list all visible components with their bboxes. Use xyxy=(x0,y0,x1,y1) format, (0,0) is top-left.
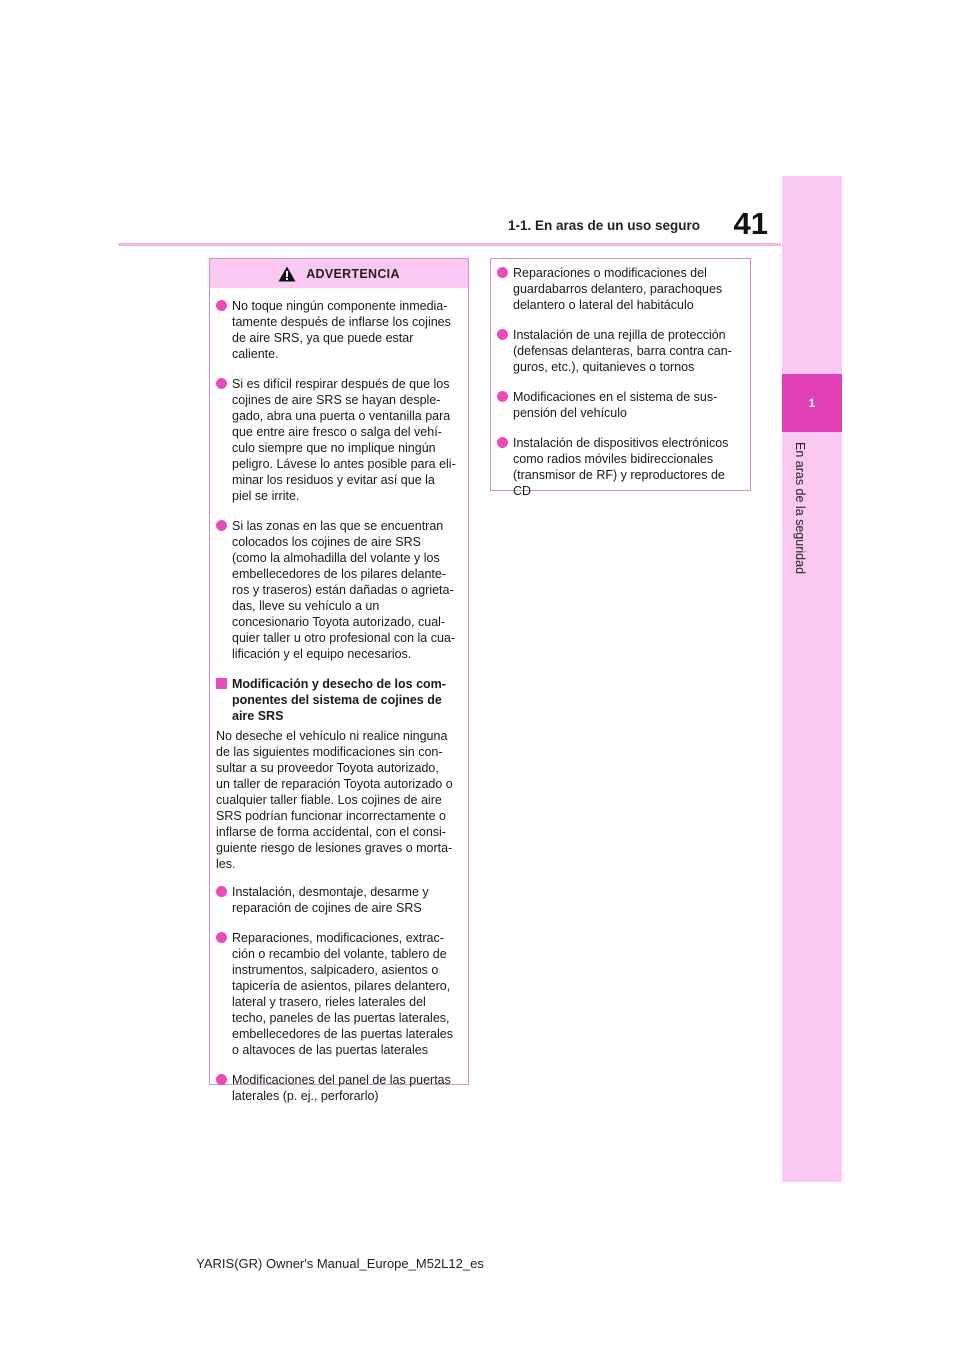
bullet-dot-icon xyxy=(216,520,227,531)
text-line: cojines de aire SRS se hayan desple- xyxy=(232,393,441,407)
text-line: (defensas delanteras, barra contra can- xyxy=(513,344,732,358)
bullet-dot-icon xyxy=(497,329,508,340)
text-line: No toque ningún componente inmedia- xyxy=(232,299,448,313)
text-line: laterales (p. ej., perforarlo) xyxy=(232,1089,379,1103)
text-line: piel se irrite. xyxy=(232,489,300,503)
text-line: guiente riesgo de lesiones graves o morta- xyxy=(216,841,453,855)
text-line: embellecedores de las puertas laterales xyxy=(232,1027,453,1041)
chapter-label: En aras de la seguridad xyxy=(793,442,807,575)
warning-body-left xyxy=(210,288,468,1124)
bullet-item xyxy=(216,884,460,916)
text-line: lateral y trasero, rieles laterales del xyxy=(232,995,426,1009)
paragraph xyxy=(216,728,460,872)
text-line: Si es difícil respirar después de que los xyxy=(232,377,450,391)
bullet-dot-icon xyxy=(497,391,508,402)
text-line: guardabarros delantero, parachoques xyxy=(513,282,723,296)
bullet-dot-icon xyxy=(497,437,508,448)
subheading-text xyxy=(232,676,460,724)
text-line: (transmisor de RF) y reproductores de xyxy=(513,468,725,482)
chapter-number: 1 xyxy=(782,374,842,432)
bullet-item xyxy=(497,435,742,499)
bullet-list-top xyxy=(216,298,460,662)
text-line: ción o recambio del volante, tablero de xyxy=(232,947,447,961)
footer: YARIS(GR) Owner's Manual_Europe_M52L12_es xyxy=(196,1256,484,1271)
text-line: un taller de reparación Toyota autorizado o xyxy=(216,777,453,791)
bullet-item xyxy=(216,298,460,362)
text-line: tamente después de inflarse los cojines xyxy=(232,315,451,329)
text-line: Modificaciones del panel de las puertas xyxy=(232,1073,451,1087)
header-rule xyxy=(118,243,781,246)
text-line: de las siguientes modificaciones sin con- xyxy=(216,745,443,759)
text-line: Reparaciones o modificaciones del xyxy=(513,266,707,280)
bullet-item xyxy=(216,518,460,662)
text-line: No deseche el vehículo ni realice ninguna xyxy=(216,729,448,743)
text-line: guros, etc.), quitanieves o tornos xyxy=(513,360,695,374)
warning-header xyxy=(210,259,468,288)
text-line: o altavoces de las puertas laterales xyxy=(232,1043,428,1057)
bullet-dot-icon xyxy=(216,1074,227,1085)
bullet-dot-icon xyxy=(497,267,508,278)
text-line: Instalación de una rejilla de protección xyxy=(513,328,726,342)
text-line: que entre aire fresco o salga del vehí- xyxy=(232,425,442,439)
text-line: colocados los cojines de aire SRS xyxy=(232,535,421,549)
warning-box-right xyxy=(490,258,751,498)
bullet-item xyxy=(216,376,460,504)
text-line: tapicería de asientos, pilares delantero, xyxy=(232,979,451,993)
text-line: aire SRS xyxy=(232,709,284,723)
warning-triangle-icon xyxy=(278,266,296,282)
text-line: inflarse de forma accidental, con el consi- xyxy=(216,825,446,839)
text-line: (como la almohadilla del volante y los xyxy=(232,551,440,565)
text-line: delantero o lateral del habitáculo xyxy=(513,298,694,312)
text-line: ros y traseros) están dañadas o agrieta- xyxy=(232,583,454,597)
text-line: peligro. Lávese lo antes posible para eli- xyxy=(232,457,456,471)
text-line: techo, paneles de las puertas laterales, xyxy=(232,1011,450,1025)
bullet-item xyxy=(216,1072,460,1104)
text-line: ponentes del sistema de cojines de xyxy=(232,693,442,707)
text-line: culo siempre que no implique ningún xyxy=(232,441,436,455)
text-line: sultar a su proveedor Toyota autorizado, xyxy=(216,761,439,775)
text-line: Modificación y desecho de los com- xyxy=(232,677,446,691)
text-line: minar los residuos y evitar así que la xyxy=(232,473,435,487)
chapter-tab xyxy=(782,176,842,1182)
text-line: das, lleve su vehículo a un xyxy=(232,599,380,613)
text-line: concesionario Toyota autorizado, cual- xyxy=(232,615,446,629)
text-line: Instalación, desmontaje, desarme y xyxy=(232,885,429,899)
text-line: Reparaciones, modificaciones, extrac- xyxy=(232,931,444,945)
text-line: de aire SRS, ya que puede estar xyxy=(232,331,414,345)
bullet-list-right xyxy=(497,265,742,499)
bullet-dot-icon xyxy=(216,932,227,943)
bullet-item xyxy=(497,327,742,375)
bullet-dot-icon xyxy=(216,886,227,897)
text-line: pensión del vehículo xyxy=(513,406,627,420)
text-line: Modificaciones en el sistema de sus- xyxy=(513,390,718,404)
bullet-item xyxy=(216,930,460,1058)
text-line: caliente. xyxy=(232,347,279,361)
page-number: 41 xyxy=(733,206,768,241)
warning-title: ADVERTENCIA xyxy=(306,266,400,281)
text-line: embellecedores de los pilares delante- xyxy=(232,567,447,581)
text-line: instrumentos, salpicadero, asientos o xyxy=(232,963,439,977)
text-line: cualquier taller fiable. Los cojines de aire xyxy=(216,793,442,807)
text-line: como radios móviles bidireccionales xyxy=(513,452,714,466)
square-bullet-icon xyxy=(216,678,227,689)
bullet-dot-icon xyxy=(216,378,227,389)
subheading xyxy=(216,676,460,724)
bullet-item xyxy=(497,389,742,421)
text-line: les. xyxy=(216,857,236,871)
text-line: lificación y el equipo necesarios. xyxy=(232,647,412,661)
text-line: gado, abra una puerta o ventanilla para xyxy=(232,409,451,423)
text-line: CD xyxy=(513,484,532,498)
text-line: quier taller u otro profesional con la cua- xyxy=(232,631,456,645)
text-line: SRS podrían funcionar incorrectamente o xyxy=(216,809,446,823)
text-line: reparación de cojines de aire SRS xyxy=(232,901,422,915)
bullet-item xyxy=(497,265,742,313)
section-title: 1-1. En aras de un uso seguro xyxy=(507,218,700,233)
warning-box-left xyxy=(209,258,469,1103)
bullet-dot-icon xyxy=(216,300,227,311)
text-line: Instalación de dispositivos electrónicos xyxy=(513,436,729,450)
warning-body-right xyxy=(491,265,750,519)
bullet-list-bottom xyxy=(216,884,460,1104)
text-line: Si las zonas en las que se encuentran xyxy=(232,519,444,533)
